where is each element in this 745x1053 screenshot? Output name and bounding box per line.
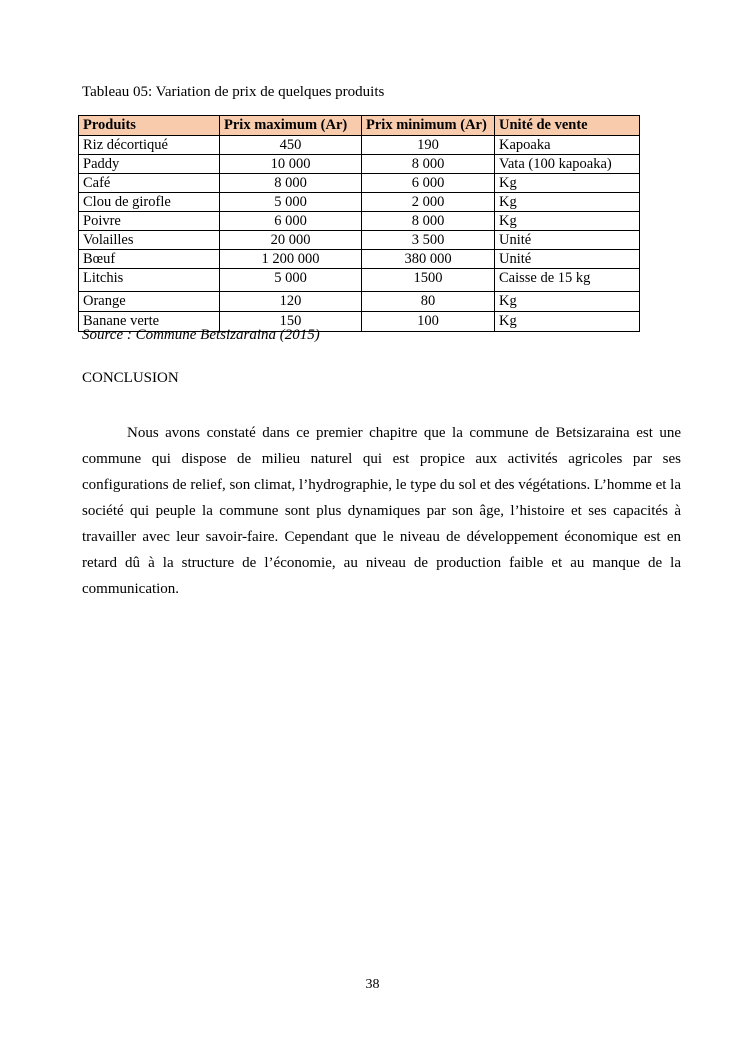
- table-row: [79, 155, 640, 174]
- table-cell-prix-max: 8 000: [220, 174, 362, 193]
- conclusion-heading: CONCLUSION: [82, 370, 179, 386]
- table-cell-unite: Kg: [495, 312, 640, 332]
- table-cell-prix-min: 1500: [362, 269, 495, 292]
- table-caption: Tableau 05: Variation de prix de quelques produits: [82, 84, 385, 100]
- table-cell-produit: Poivre: [79, 212, 220, 231]
- table-row: [79, 269, 640, 292]
- table-cell-prix-max: 20 000: [220, 231, 362, 250]
- table-cell-prix-min: 380 000: [362, 250, 495, 269]
- table-cell-unite: Kapoaka: [495, 136, 640, 155]
- table-cell-prix-min: 100: [362, 312, 495, 332]
- table-body: [79, 136, 640, 332]
- page-number: 38: [365, 977, 380, 992]
- table-cell-unite: Caisse de 15 kg: [495, 269, 640, 292]
- column-header-prix-max: Prix maximum (Ar): [220, 116, 362, 136]
- table-cell-produit: Riz décortiqué: [79, 136, 220, 155]
- column-header-produits: Produits: [79, 116, 220, 136]
- table-cell-prix-min: 8 000: [362, 212, 495, 231]
- price-table: [78, 115, 640, 332]
- table-cell-prix-max: 5 000: [220, 193, 362, 212]
- table-cell-unite: Unité: [495, 231, 640, 250]
- table-header-row: [79, 116, 640, 136]
- table-cell-produit: Banane verte: [79, 312, 220, 332]
- table-cell-prix-max: 10 000: [220, 155, 362, 174]
- table-header: [79, 116, 640, 136]
- table-cell-produit: Café: [79, 174, 220, 193]
- table-cell-prix-min: 3 500: [362, 231, 495, 250]
- table-row: [79, 250, 640, 269]
- column-header-unite: Unité de vente: [495, 116, 640, 136]
- table-cell-prix-min: 6 000: [362, 174, 495, 193]
- table-cell-prix-max: 120: [220, 292, 362, 312]
- table-cell-prix-min: 190: [362, 136, 495, 155]
- table-cell-produit: Clou de girofle: [79, 193, 220, 212]
- table-row: [79, 136, 640, 155]
- table-cell-unite: Kg: [495, 174, 640, 193]
- table-cell-unite: Kg: [495, 212, 640, 231]
- table-cell-unite: Vata (100 kapoaka): [495, 155, 640, 174]
- table-source: Source : Commune Betsizaraina (2015): [82, 327, 320, 343]
- table-cell-produit: Bœuf: [79, 250, 220, 269]
- table-row: [79, 174, 640, 193]
- table-row: [79, 231, 640, 250]
- table-cell-prix-max: 1 200 000: [220, 250, 362, 269]
- table-cell-produit: Orange: [79, 292, 220, 312]
- column-header-prix-min: Prix minimum (Ar): [362, 116, 495, 136]
- table-cell-unite: Kg: [495, 292, 640, 312]
- table-cell-prix-min: 8 000: [362, 155, 495, 174]
- conclusion-paragraph: Nous avons constaté dans ce premier chapitre que la commune de Betsizaraina est une commune qui dispose de milieu naturel qui est propice aux activités agricoles par ses configurations de relief, son climat, l’hydrographie, le type du sol et des végétations. L’homme et la société qui peuple la commune sont plus dynamiques par son âge, l’histoire et ses capacités à travailler avec leur savoir-faire. Cependant que le niveau de développement économique est en retard dû à la structure de l’économie, au niveau de production faible et au manque de la communication.: [82, 425, 681, 597]
- table-cell-prix-max: 150: [220, 312, 362, 332]
- table-cell-prix-max: 5 000: [220, 269, 362, 292]
- table-cell-unite: Unité: [495, 250, 640, 269]
- table-cell-prix-min: 80: [362, 292, 495, 312]
- table-cell-prix-max: 6 000: [220, 212, 362, 231]
- table-cell-produit: Volailles: [79, 231, 220, 250]
- table-row: [79, 292, 640, 312]
- table-cell-produit: Litchis: [79, 269, 220, 292]
- table-row: [79, 193, 640, 212]
- table-row: [79, 212, 640, 231]
- table-cell-prix-max: 450: [220, 136, 362, 155]
- table-cell-prix-min: 2 000: [362, 193, 495, 212]
- table-cell-unite: Kg: [495, 193, 640, 212]
- table-cell-produit: Paddy: [79, 155, 220, 174]
